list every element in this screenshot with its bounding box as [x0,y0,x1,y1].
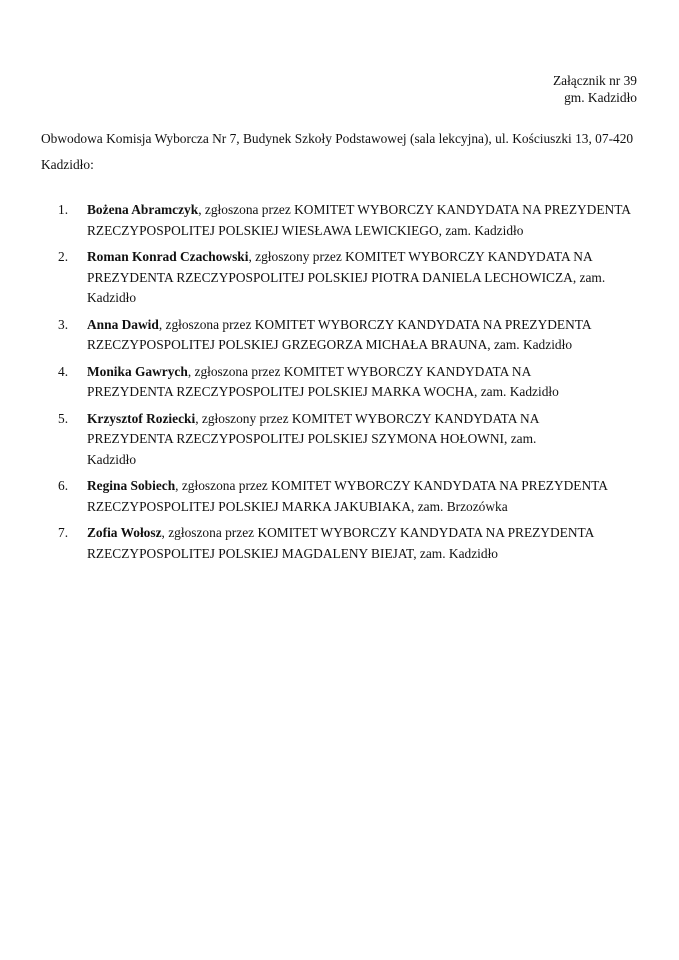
member-details: , zgłoszona przez KOMITET WYBORCZY KANDYDATA NA PREZYDENTA RZECZYPOSPOLITEJ POLSKIEJ MARKA JAKUBIAKA, zam. Brzozówka [87,478,608,514]
list-item [58,523,648,564]
member-name: Anna Dawid [87,316,159,332]
member-name: Zofia Wołosz [87,525,162,540]
list-item [58,315,648,356]
member-details: , zgłoszony przez KOMITET WYBORCZY KANDYDATA NA PREZYDENTA RZECZYPOSPOLITEJ POLSKIEJ SZYMONA HOŁOWNI, zam. Kadzidło [87,410,539,467]
member-details: , zgłoszona przez KOMITET WYBORCZY KANDYDATA NA PREZYDENTA RZECZYPOSPOLITEJ POLSKIEJ GRZEGORZA MICHAŁA BRAUNA, zam. Kadzidło [87,316,591,352]
item-text [87,476,648,517]
member-name: Krzysztof Roziecki [87,410,196,426]
item-number: 3. [58,316,69,332]
attachment-header [553,72,637,106]
municipality: gm. Kadzidło [564,90,637,105]
member-details: , zgłoszona przez KOMITET WYBORCZY KANDYDATA NA PREZYDENTA RZECZYPOSPOLITEJ POLSKIEJ MAGDALENY BIEJAT, zam. Kadzidło [87,525,594,561]
item-number: 6. [58,478,69,493]
list-item [58,247,648,309]
item-text [87,409,648,471]
member-details: , zgłoszona przez KOMITET WYBORCZY KANDYDATA NA PREZYDENTA RZECZYPOSPOLITEJ POLSKIEJ MARKA WOCHA, zam. Kadzidło [87,363,559,399]
item-number: 2. [58,249,69,264]
list-item [58,362,648,403]
list-item [58,476,648,517]
item-text [87,315,648,356]
member-name: Bożena Abramczyk [87,202,199,217]
list-item [58,409,648,471]
item-number: 7. [58,525,69,540]
commission-description: Obwodowa Komisja Wyborcza Nr 7, Budynek Szkoły Podstawowej (sala lekcyjna), ul. Kościuszki 13, 07-420 Kadzidło: [41,131,634,172]
attachment-number: Załącznik nr 39 [552,73,637,88]
member-details: , zgłoszony przez KOMITET WYBORCZY KANDYDATA NA PREZYDENTA RZECZYPOSPOLITEJ POLSKIEJ PIOTRA DANIELA LECHOWICZA, zam. Kadzidło [87,249,606,305]
item-text [87,247,648,309]
item-text [87,362,648,403]
list-item [58,200,648,241]
item-number: 1. [58,202,69,217]
member-details: , zgłoszona przez KOMITET WYBORCZY KANDYDATA NA PREZYDENTA RZECZYPOSPOLITEJ POLSKIEJ WIESŁAWA LEWICKIEGO, zam. Kadzidło [87,202,631,238]
item-number: 4. [58,363,69,379]
item-text [87,200,648,241]
item-text [87,523,648,564]
members-list [58,200,648,570]
member-name: Monika Gawrych [87,363,188,379]
member-name: Roman Konrad Czachowski [87,249,249,264]
item-number: 5. [58,410,69,426]
member-name: Regina Sobiech [87,478,176,493]
